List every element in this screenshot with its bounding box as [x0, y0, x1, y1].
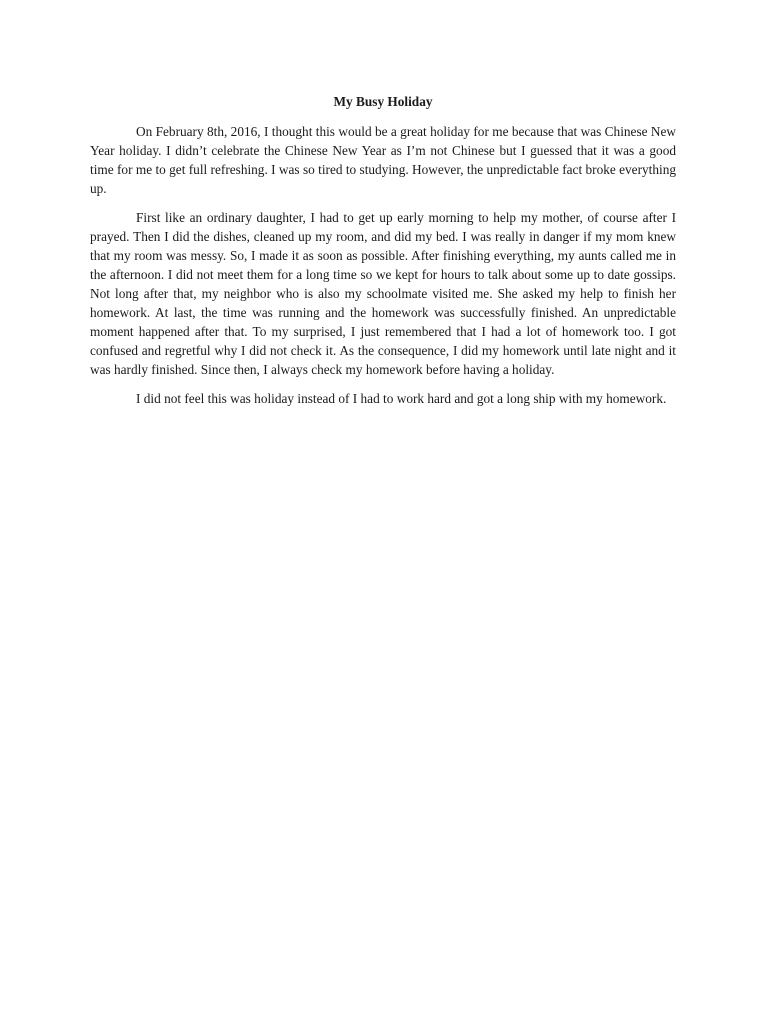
paragraph-1: On February 8th, 2016, I thought this would be a great holiday for me because that was Chinese New Year holiday. I didn’t celebrate the Chinese New Year as I’m not Chinese but I guessed that it was a good time for me to get full refreshing. I was so tired to studying. However, the unpredictable fact broke everything up. — [90, 124, 676, 196]
paragraph-2: First like an ordinary daughter, I had to get up early morning to help my mother, of course after I prayed. Then I did the dishes, cleaned up my room, and did my bed. I was really in danger if my mom knew that my room was messy. So, I made it as soon as possible. After finishing everything, my aunts called me in the afternoon. I did not meet them for a long time so we kept for hours to talk about some up to date gossips. Not long after that, my neighbor who is also my schoolmate visited me. She asked my help to finish her homework. At last, the time was running and the homework was successfully finished. An unpredictable moment happened after that. To my surprised, I just remembered that I had a lot of homework too. I got confused and regretful why I did not check it. As the consequence, I did my homework until late night and it was hardly finished. Since then, I always check my homework before having a holiday. — [90, 210, 676, 377]
document-body — [90, 94, 676, 418]
document-title: My Busy Holiday — [333, 94, 433, 109]
paragraph-3: I did not feel this was holiday instead of I had to work hard and got a long ship with my homework. — [136, 391, 667, 406]
